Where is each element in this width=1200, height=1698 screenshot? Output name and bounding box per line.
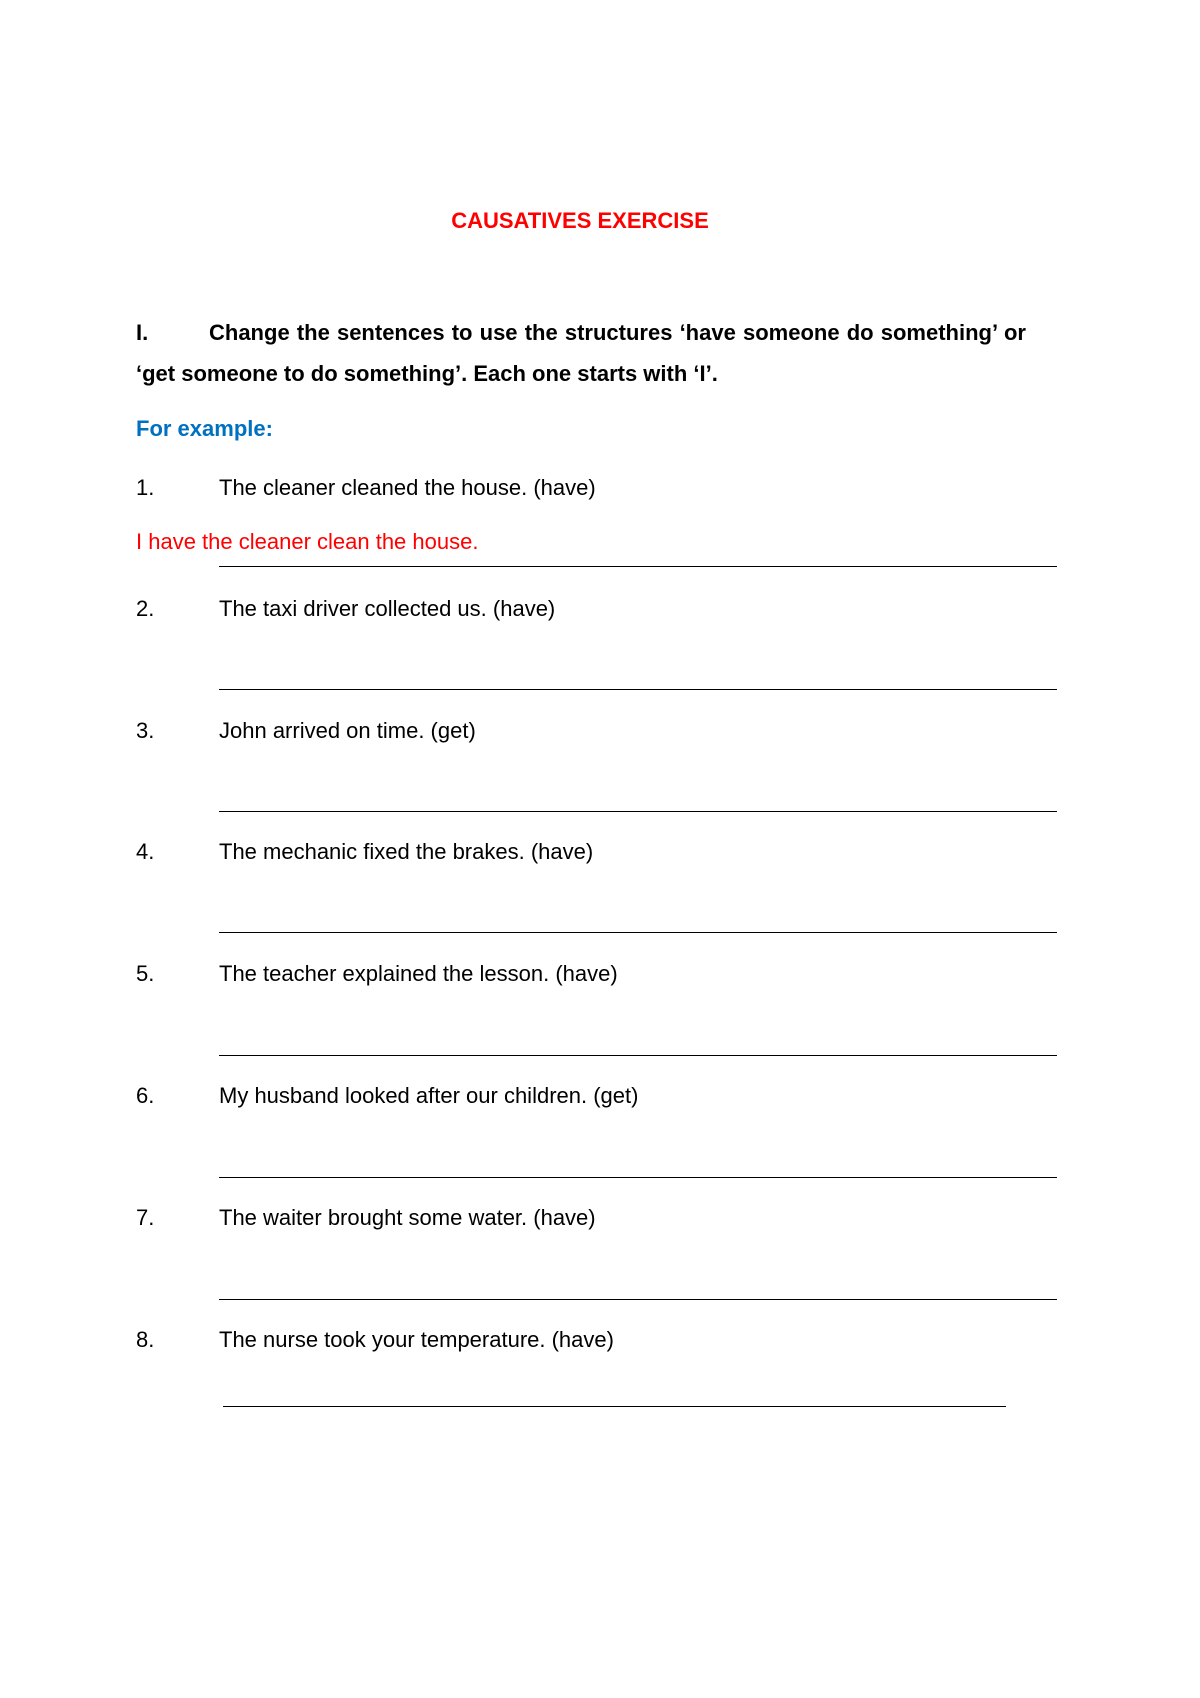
item-number: 6. — [136, 1083, 155, 1108]
exercise-item-6 — [136, 1081, 638, 1111]
answer-line-3[interactable] — [219, 811, 1057, 812]
example-answer: I have the cleaner clean the house. — [136, 529, 479, 554]
answer-line-4[interactable] — [219, 932, 1057, 933]
item-number: 1. — [136, 475, 155, 500]
example-answer-line — [219, 566, 1057, 567]
example-item — [136, 473, 596, 503]
exercise-item-8 — [136, 1325, 614, 1355]
item-sentence: The waiter brought some water. (have) — [219, 1205, 596, 1230]
item-number: 7. — [136, 1205, 155, 1230]
exercise-item-5 — [136, 959, 618, 989]
instruction-text: Change the sentences to use the structures ‘have someone do something’ or ‘get someone to do something’. Each one starts with ‘I’. — [136, 320, 1026, 386]
item-number: 8. — [136, 1327, 155, 1352]
answer-line-7[interactable] — [219, 1299, 1057, 1300]
item-number: 3. — [136, 718, 155, 743]
exercise-item-4 — [136, 837, 593, 867]
answer-line-2[interactable] — [219, 689, 1057, 690]
section-numeral: I. — [136, 320, 149, 345]
item-sentence: John arrived on time. (get) — [219, 718, 476, 743]
item-sentence: The teacher explained the lesson. (have) — [219, 961, 618, 986]
item-sentence: My husband looked after our children. (get) — [219, 1083, 639, 1108]
item-number: 2. — [136, 596, 155, 621]
item-sentence: The mechanic fixed the brakes. (have) — [219, 839, 594, 864]
section-instruction — [136, 312, 1026, 394]
answer-line-8[interactable] — [223, 1406, 1006, 1407]
exercise-item-7 — [136, 1203, 596, 1233]
item-number: 4. — [136, 839, 155, 864]
answer-line-6[interactable] — [219, 1177, 1057, 1178]
example-label: For example: — [136, 416, 273, 441]
item-number: 5. — [136, 961, 155, 986]
exercise-item-3 — [136, 716, 476, 746]
item-sentence: The taxi driver collected us. (have) — [219, 596, 556, 621]
page-title: CAUSATIVES EXERCISE — [451, 208, 709, 233]
item-sentence: The cleaner cleaned the house. (have) — [219, 475, 596, 500]
exercise-item-2 — [136, 594, 555, 624]
item-sentence: The nurse took your temperature. (have) — [219, 1327, 614, 1352]
answer-line-5[interactable] — [219, 1055, 1057, 1056]
